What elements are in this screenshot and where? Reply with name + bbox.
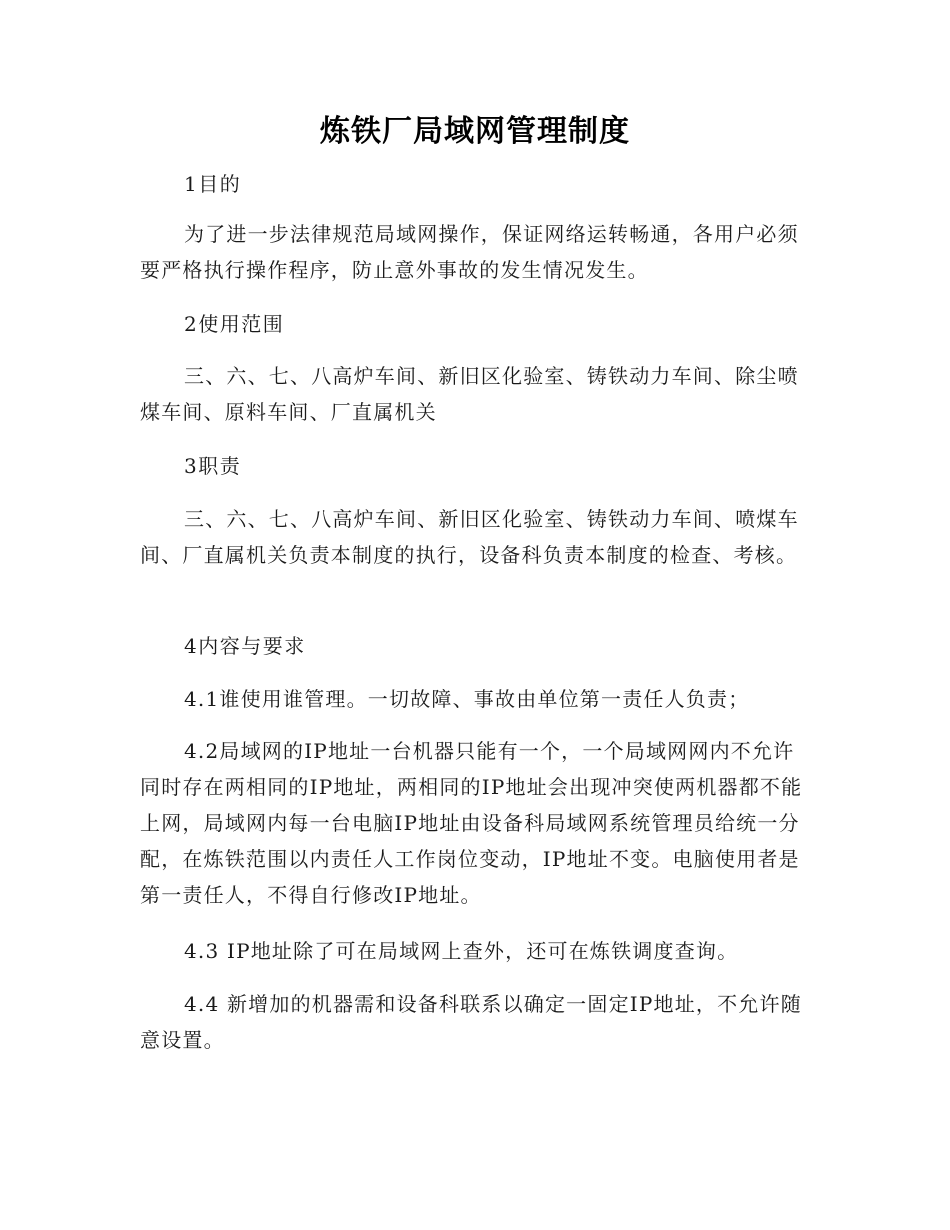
- paragraph-purpose: 为了进一步法律规范局域网操作，保证网络运转畅通，各用户必须要严格执行操作程序，防止意外事故的发生情况发生。: [140, 222, 799, 282]
- section-heading-scope: 2使用范围: [184, 312, 285, 336]
- paragraph-4-3: 4.3 IP地址除了可在局域网上查外，还可在炼铁调度查询。: [184, 939, 739, 963]
- paragraph-scope: 三、六、七、八高炉车间、新旧区化验室、铸铁动力车间、除尘喷煤车间、原料车间、厂直属机关: [140, 364, 799, 424]
- paragraph-4-4: 4.4 新增加的机器需和设备科联系以确定一固定IP地址，不允许随意设置。: [140, 992, 802, 1052]
- section-heading-duties: 3职责: [184, 454, 242, 478]
- document-title: 炼铁厂局域网管理制度: [320, 114, 630, 149]
- section-heading-purpose: 1目的: [184, 172, 242, 196]
- paragraph-duties: 三、六、七、八高炉车间、新旧区化验室、铸铁动力车间、喷煤车间、厂直属机关负责本制度的执行，设备科负责本制度的检查、考核。: [140, 507, 799, 567]
- paragraph-4-1: 4.1谁使用谁管理。一切故障、事故由单位第一责任人负责；: [184, 687, 750, 711]
- section-heading-content: 4内容与要求: [184, 634, 306, 658]
- paragraph-4-2: 4.2局域网的IP地址一台机器只能有一个，一个局域网网内不允许同时存在两相同的IP地址，两相同的IP地址会出现冲突使两机器都不能上网，局域网内每一台电脑IP地址由设备科局域网系统管理员给统一分配，在炼铁范围以内责任人工作岗位变动，IP地址不变。电脑使用者是第一责任人，不得自行修改IP地址。: [140, 739, 803, 907]
